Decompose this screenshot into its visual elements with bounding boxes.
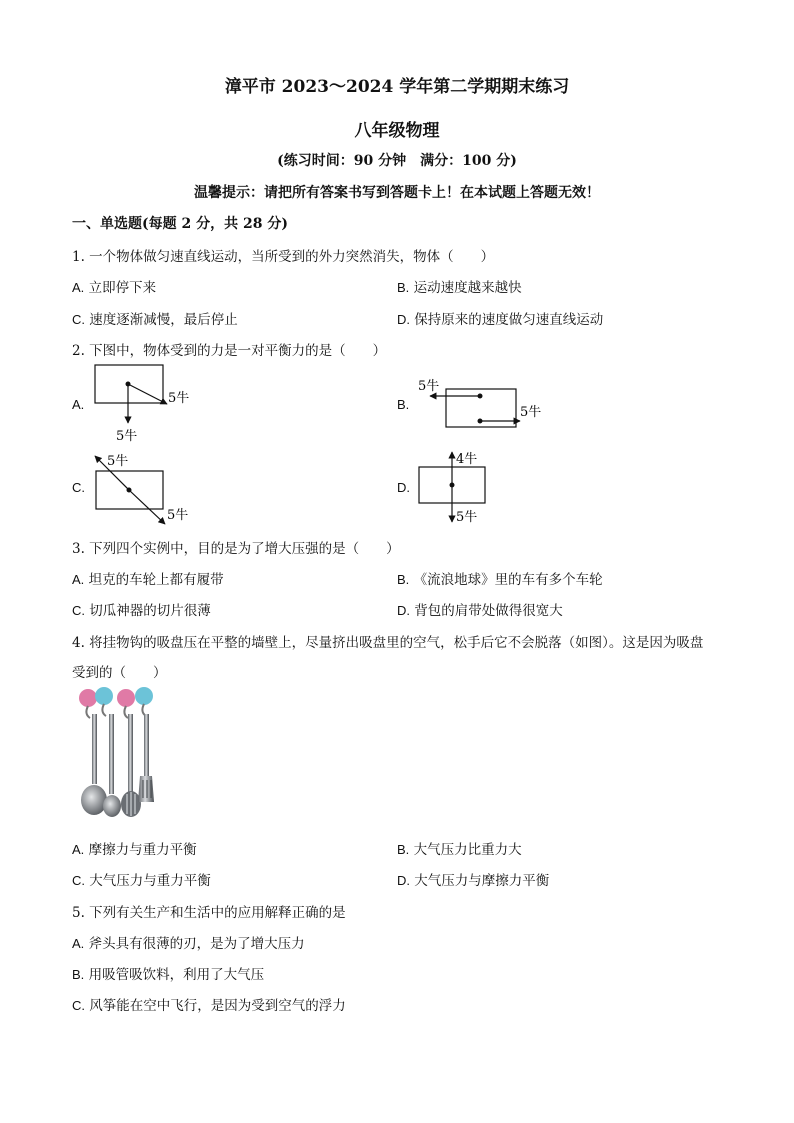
diagram-b bbox=[418, 378, 541, 427]
q5-stem: 5. 下列有关生产和生活中的应用解释正确的是 bbox=[72, 905, 346, 921]
q3-stem: 3. 下列四个实例中，目的是为了增大压强的是（ ） bbox=[72, 541, 400, 557]
q4-option-a: A. 摩擦力与重力平衡 bbox=[72, 842, 197, 858]
q2-force-diagrams bbox=[0, 0, 794, 560]
q3-option-b: B. 《流浪地球》里的车有多个车轮 bbox=[397, 572, 603, 588]
q2-option-b-label: B. bbox=[397, 397, 410, 412]
exam-meta: (练习时间：90 分钟 满分：100 分) bbox=[277, 153, 517, 169]
q4-stem-line2: 受到的（ ） bbox=[72, 665, 167, 681]
suction-hooks-photo bbox=[76, 684, 162, 822]
q2-stem: 2. 下图中，物体受到的力是一对平衡力的是（ ） bbox=[72, 343, 387, 359]
diagram-d bbox=[419, 451, 485, 525]
diagram-a bbox=[95, 365, 189, 444]
diagram-c-force1: 5牛 bbox=[107, 454, 129, 469]
q3-option-a: A. 坦克的车轮上都有履带 bbox=[72, 572, 224, 588]
q4-option-d: D. 大气压力与摩擦力平衡 bbox=[397, 873, 550, 889]
q1-stem: 1. 一个物体做匀速直线运动，当所受到的外力突然消失，物体（ ） bbox=[72, 249, 495, 265]
diagram-a-arrow-diag bbox=[128, 384, 167, 404]
section-title: 一、单选题(每题 2 分，共 28 分) bbox=[72, 216, 288, 232]
diagram-c-force2: 5牛 bbox=[167, 508, 189, 523]
q4-option-c: C. 大气压力与重力平衡 bbox=[72, 873, 211, 889]
diagram-d-force2: 5牛 bbox=[456, 510, 478, 525]
diagram-b-force1: 5牛 bbox=[418, 379, 440, 394]
diagram-b-force2: 5牛 bbox=[520, 405, 542, 420]
pink-suction-cup bbox=[79, 689, 97, 707]
q2-option-d-label: D. bbox=[397, 480, 410, 495]
q2-option-c-label: C. bbox=[72, 480, 85, 495]
q3-option-d: D. 背包的肩带处做得很宽大 bbox=[397, 603, 563, 619]
teal-suction-cup bbox=[95, 687, 113, 705]
diagram-a-force2: 5牛 bbox=[116, 429, 138, 444]
diagram-c bbox=[95, 453, 188, 524]
q1-option-a: A. 立即停下来 bbox=[72, 280, 157, 296]
q4-stem-line1: 4. 将挂物钩的吸盘压在平整的墙壁上，尽量挤出吸盘里的空气，松手后它不会脱落（如图）。这是因为吸盘 bbox=[72, 635, 704, 651]
exam-title: 漳平市 2023～2024 学年第二学期期末练习 bbox=[224, 77, 570, 97]
q1-option-c: C. 速度逐渐减慢，最后停止 bbox=[72, 312, 238, 328]
q3-option-c: C. 切瓜神器的切片很薄 bbox=[72, 603, 211, 619]
pink-suction-cup bbox=[117, 689, 135, 707]
diagram-c-arrow-down bbox=[129, 490, 165, 524]
q5-option-b: B. 用吸管吸饮料，利用了大气压 bbox=[72, 967, 265, 983]
q4-option-b: B. 大气压力比重力大 bbox=[397, 842, 522, 858]
q2-option-a-label: A. bbox=[72, 397, 85, 412]
exam-tip: 温馨提示：请把所有答案书写到答题卡上！在本试题上答题无效！ bbox=[194, 185, 600, 201]
q1-option-d: D. 保持原来的速度做匀速直线运动 bbox=[397, 312, 604, 328]
q1-option-b: B. 运动速度越来越快 bbox=[397, 280, 522, 296]
exam-subtitle: 八年级物理 bbox=[354, 121, 440, 141]
diagram-a-force1: 5牛 bbox=[168, 391, 190, 406]
diagram-d-force1: 4牛 bbox=[456, 452, 478, 467]
q5-option-a: A. 斧头具有很薄的刃，是为了增大压力 bbox=[72, 936, 305, 952]
q5-option-c: C. 风筝能在空中飞行，是因为受到空气的浮力 bbox=[72, 998, 346, 1014]
teal-suction-cup bbox=[135, 687, 153, 705]
